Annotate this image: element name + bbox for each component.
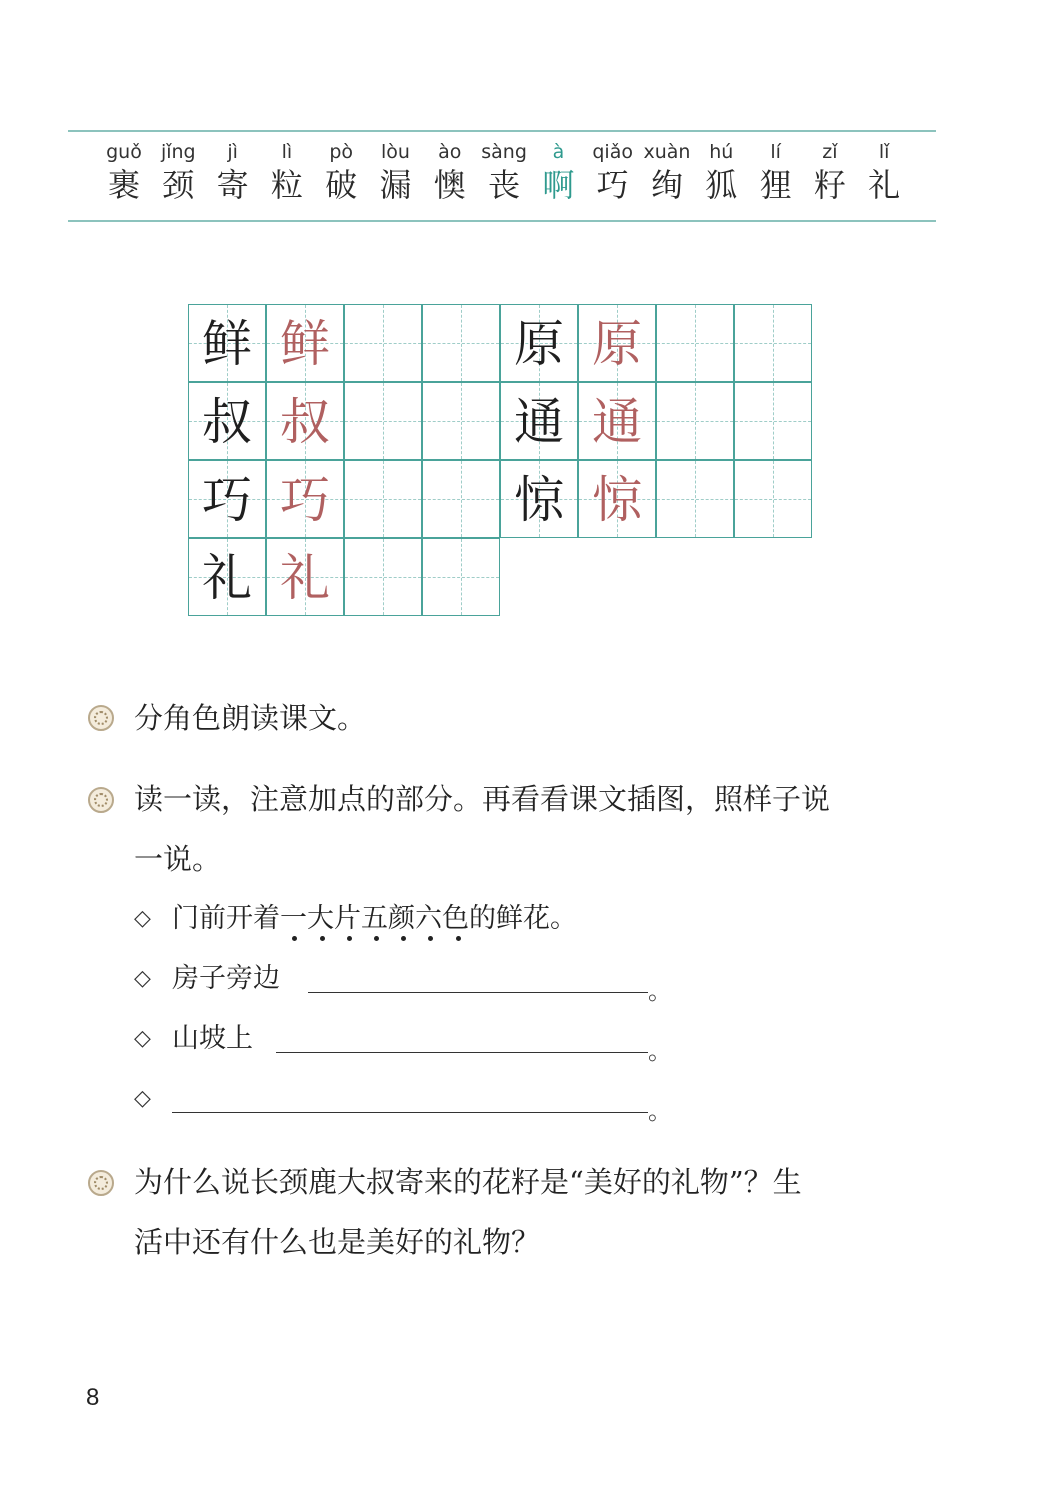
vocab-character: 粒 (270, 166, 303, 204)
exercise-1-text: 分角色朗读课文。 (134, 701, 367, 735)
writing-box (578, 460, 656, 538)
writing-box (188, 460, 266, 538)
page-number: 8 (86, 1384, 100, 1411)
exercise-3-icon (88, 1170, 114, 1196)
vocab-pinyin: à (552, 141, 565, 163)
vocab-item (150, 140, 206, 206)
writing-grid (188, 304, 816, 622)
vocab-item (205, 140, 261, 206)
period-3: 。 (648, 1037, 672, 1065)
exercise-3-text-line1: 为什么说长颈鹿大叔寄来的花籽是“美好的礼物”？生 (134, 1165, 802, 1199)
writing-box[interactable] (656, 304, 734, 382)
emphasis-dot (292, 936, 297, 941)
trace-character: 叔 (280, 393, 330, 451)
diamond-icon: ◇ (134, 906, 151, 931)
writing-box[interactable] (344, 382, 422, 460)
example-sentence: 门前开着一大片五颜六色的鲜花。 (172, 903, 577, 934)
writing-box[interactable] (734, 382, 812, 460)
answer-blank-4[interactable] (172, 1112, 648, 1113)
vocab-item (368, 140, 424, 206)
vocab-band (68, 130, 936, 222)
writing-box (500, 382, 578, 460)
model-character: 礼 (202, 549, 252, 607)
writing-box[interactable] (344, 538, 422, 616)
writing-box (188, 382, 266, 460)
vocab-item (259, 140, 315, 206)
vocab-character: 裹 (107, 166, 140, 204)
vocab-item (422, 140, 478, 206)
writing-box[interactable] (656, 382, 734, 460)
period-2: 。 (648, 977, 672, 1005)
emphasis-dot (374, 936, 379, 941)
writing-box (266, 304, 344, 382)
model-character: 叔 (202, 393, 252, 451)
writing-box (500, 304, 578, 382)
writing-box (578, 382, 656, 460)
trace-character: 巧 (280, 471, 330, 529)
vocab-pinyin: qiǎo (592, 141, 633, 163)
vocab-character: 狐 (705, 166, 738, 204)
trace-character: 通 (592, 393, 642, 451)
writing-box[interactable] (656, 460, 734, 538)
diamond-icon: ◇ (134, 1026, 151, 1051)
emphasis-dot (428, 936, 433, 941)
model-character: 惊 (514, 471, 564, 529)
vocab-character: 丧 (488, 166, 521, 204)
model-character: 通 (514, 393, 564, 451)
writing-box[interactable] (422, 538, 500, 616)
trace-character: 鲜 (280, 315, 330, 373)
vocab-item (476, 140, 532, 206)
vocab-pinyin: zǐ (822, 141, 838, 163)
writing-box[interactable] (734, 460, 812, 538)
exercise-2-text-line1: 读一读，注意加点的部分。再看看课文插图，照样子说 (134, 782, 831, 816)
vocab-item (313, 140, 369, 206)
vocab-character: 绚 (650, 166, 683, 204)
vocab-item (856, 140, 912, 206)
vocab-pinyin: jì (227, 141, 238, 163)
vocab-pinyin: xuàn (643, 141, 691, 163)
writing-box (266, 382, 344, 460)
vocab-character: 巧 (596, 166, 629, 204)
writing-box (188, 538, 266, 616)
exercise-3-text-line2: 活中还有什么也是美好的礼物？ (134, 1225, 541, 1259)
vocab-item (748, 140, 804, 206)
exercise-2-text-line2: 一说。 (134, 842, 222, 876)
writing-box (578, 304, 656, 382)
exercise-2-icon (88, 787, 114, 813)
vocab-character: 啊 (542, 166, 575, 204)
vocab-character: 籽 (813, 166, 846, 204)
writing-box[interactable] (422, 460, 500, 538)
emphasis-dot (347, 936, 352, 941)
vocab-pinyin: pò (329, 141, 354, 163)
writing-box[interactable] (344, 460, 422, 538)
vocab-item (693, 140, 749, 206)
vocab-character: 礼 (868, 166, 901, 204)
writing-box (266, 538, 344, 616)
trace-character: 原 (592, 315, 642, 373)
vocab-item (639, 140, 695, 206)
writing-box[interactable] (422, 304, 500, 382)
emphasis-dot (401, 936, 406, 941)
vocab-pinyin: jǐng (160, 141, 196, 163)
vocab-pinyin: guǒ (106, 141, 142, 163)
model-character: 巧 (202, 471, 252, 529)
vocab-pinyin: lí (770, 141, 781, 163)
period-4: 。 (648, 1097, 672, 1125)
vocab-pinyin: hú (709, 141, 734, 163)
writing-box[interactable] (422, 382, 500, 460)
vocab-pinyin: lǐ (878, 141, 890, 163)
vocab-pinyin: lòu (381, 141, 410, 163)
vocab-character: 寄 (216, 166, 249, 204)
writing-box (266, 460, 344, 538)
emphasis-dot (456, 936, 461, 941)
answer-blank-2[interactable] (308, 992, 648, 993)
vocab-item (96, 140, 152, 206)
vocab-pinyin: lì (281, 141, 293, 163)
model-character: 鲜 (202, 315, 252, 373)
vocab-item (802, 140, 858, 206)
trace-character: 惊 (592, 471, 642, 529)
exercise-1-icon (88, 705, 114, 731)
vocab-character: 破 (325, 166, 358, 204)
vocab-pinyin: sàng (481, 141, 527, 163)
vocab-character: 狸 (759, 166, 792, 204)
diamond-icon: ◇ (134, 1086, 151, 1111)
writing-box[interactable] (344, 304, 422, 382)
writing-box (500, 460, 578, 538)
emphasis-dot (320, 936, 325, 941)
vocab-character: 懊 (433, 166, 466, 204)
item-3-prefix: 山坡上 (172, 1023, 253, 1054)
vocab-character: 颈 (162, 166, 195, 204)
writing-box (188, 304, 266, 382)
model-character: 原 (514, 315, 564, 373)
vocab-pinyin: ào (438, 141, 462, 163)
answer-blank-3[interactable] (276, 1052, 648, 1053)
vocab-item (530, 140, 586, 206)
item-2-prefix: 房子旁边 (172, 963, 280, 994)
diamond-icon: ◇ (134, 966, 151, 991)
writing-box[interactable] (734, 304, 812, 382)
trace-character: 礼 (280, 549, 330, 607)
vocab-item (585, 140, 641, 206)
vocab-character: 漏 (379, 166, 412, 204)
